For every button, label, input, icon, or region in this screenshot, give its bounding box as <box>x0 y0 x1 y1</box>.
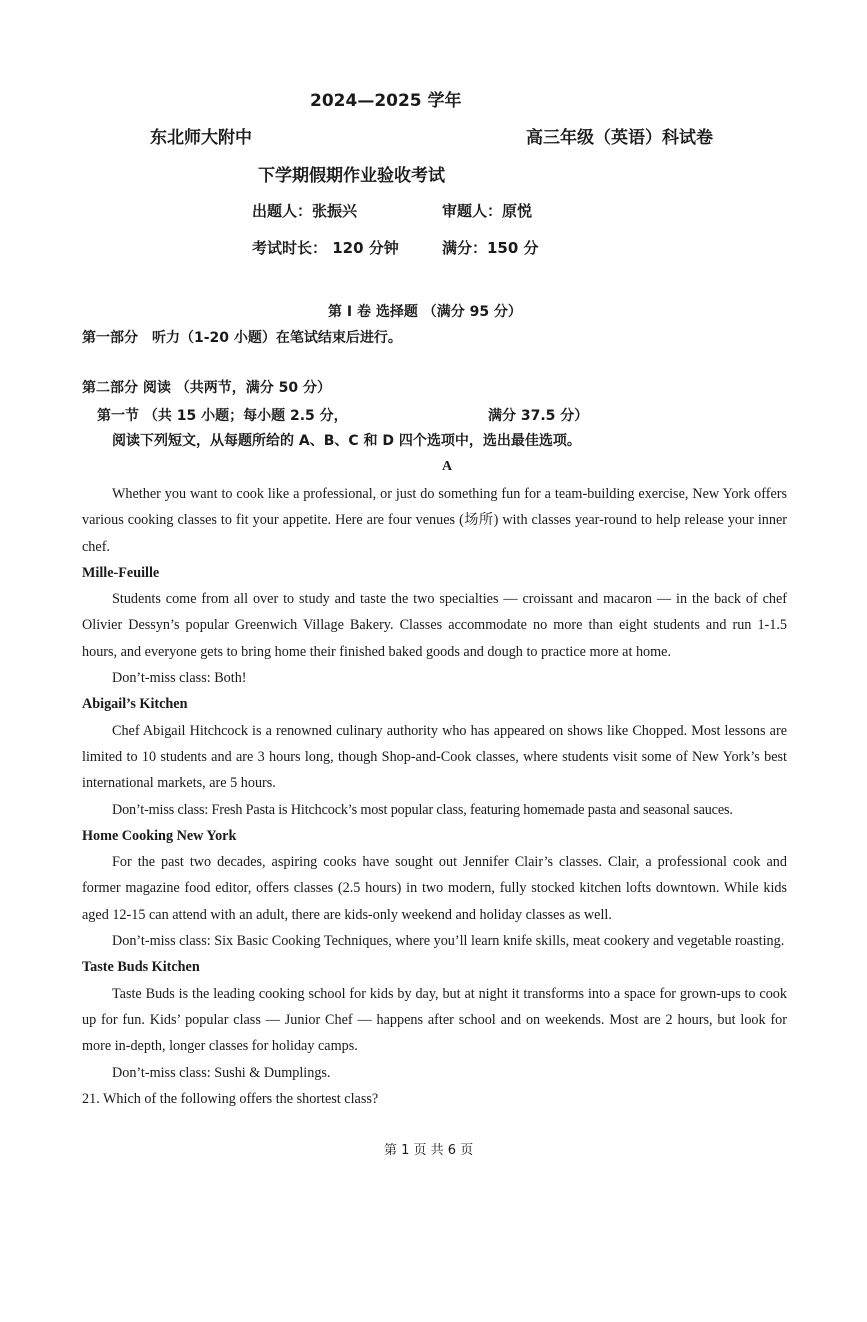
exam-name: 下学期假期作业验收考试 <box>258 166 445 186</box>
venue-description: Chef Abigail Hitchcock is a renowned culinary authority who has appeared on shows like Chopped. Most lessons are limited to 10 students and are 3 hours long, though Shop-and-Cook classes, where students visit some of New York’s best international markets, are 5 hours. <box>82 722 787 792</box>
section-title: 第 I 卷 选择题 （满分 95 分） <box>328 304 522 320</box>
venue-name: Taste Buds Kitchen <box>82 959 200 976</box>
venue-dont-miss: Don’t-miss class: Six Basic Cooking Techniques, where you’ll learn knife skills, meat cookery and vegetable roasting. <box>112 933 785 950</box>
exam-year: 2024—2025 学年 <box>310 91 462 111</box>
page-number: 第 1 页 共 6 页 <box>384 1143 474 1158</box>
part1-listening: 第一部分 听力（1-20 小题）在笔试结束后进行。 <box>82 330 402 346</box>
venue-dont-miss: Don’t-miss class: Fresh Pasta is Hitchcock’s most popular class, featuring homemade pasta and seasonal sauces. <box>112 801 733 818</box>
venue-name: Home Cooking New York <box>82 827 237 844</box>
venue-dont-miss: Don’t-miss class: Sushi & Dumplings. <box>112 1064 331 1081</box>
question-reviewer: 审题人：原悦 <box>442 202 533 220</box>
venue-name: Abigail’s Kitchen <box>82 696 188 713</box>
full-score: 满分：150 分 <box>442 239 539 257</box>
venue-description: For the past two decades, aspiring cooks have sought out Jennifer Clair’s classes. Clair, a professional cook and former magazine food editor, offers classes (2.5 hours) in two modern, fully stocked kitchen lofts downtown. While kids aged 12-15 can attend with an adult, there are kids-only weekend and holiday classes as well. <box>82 854 787 923</box>
exam-duration: 考试时长： 120 分钟 <box>252 239 399 257</box>
question-21: 21. Which of the following offers the shortest class? <box>82 1090 379 1107</box>
subsection-info: 第一节 （共 15 小题；每小题 2.5 分， <box>97 408 348 424</box>
venue-description: Students come from all over to study and taste the two specialties — croissant and macaron — in the back of chef Olivier Dessyn’s popular Greenwich Village Bakery. Classes accommodate no more than eight students and run 1-1.5 hours, and everyone gets to bring home their finished baked goods and dough to practice more at home. <box>82 591 787 660</box>
school-name: 东北师大附中 <box>150 128 252 148</box>
passage-intro: Whether you want to cook like a professional, or just do something fun for a team-building exercise, New York offers various cooking classes to fit your appetite. Here are four venues (场所) with classes year-round to help release your inner chef. <box>82 486 787 555</box>
part2-reading: 第二部分 阅读 （共两节，满分 50 分） <box>82 380 331 396</box>
venue-description: Taste Buds is the leading cooking school for kids by day, but at night it transforms into a space for grown-ups to cook up for fun. Kids’ popular class — Junior Chef — happens after school and on weekends. Most are 2 hours, but look for more in-depth, longer classes for holiday camps. <box>82 985 787 1055</box>
subsection-score: 满分 37.5 分） <box>488 408 589 424</box>
question-setter: 出题人：张振兴 <box>252 202 358 220</box>
venue-dont-miss: Don’t-miss class: Both! <box>112 670 247 687</box>
passage-letter: A <box>442 459 453 474</box>
passage-body <box>82 481 787 1112</box>
exam-subject: 高三年级（英语）科试卷 <box>526 128 713 148</box>
venue-name: Mille-Feuille <box>82 564 160 581</box>
reading-instruction: 阅读下列短文，从每题所给的 A、B、C 和 D 四个选项中，选出最佳选项。 <box>112 433 581 449</box>
